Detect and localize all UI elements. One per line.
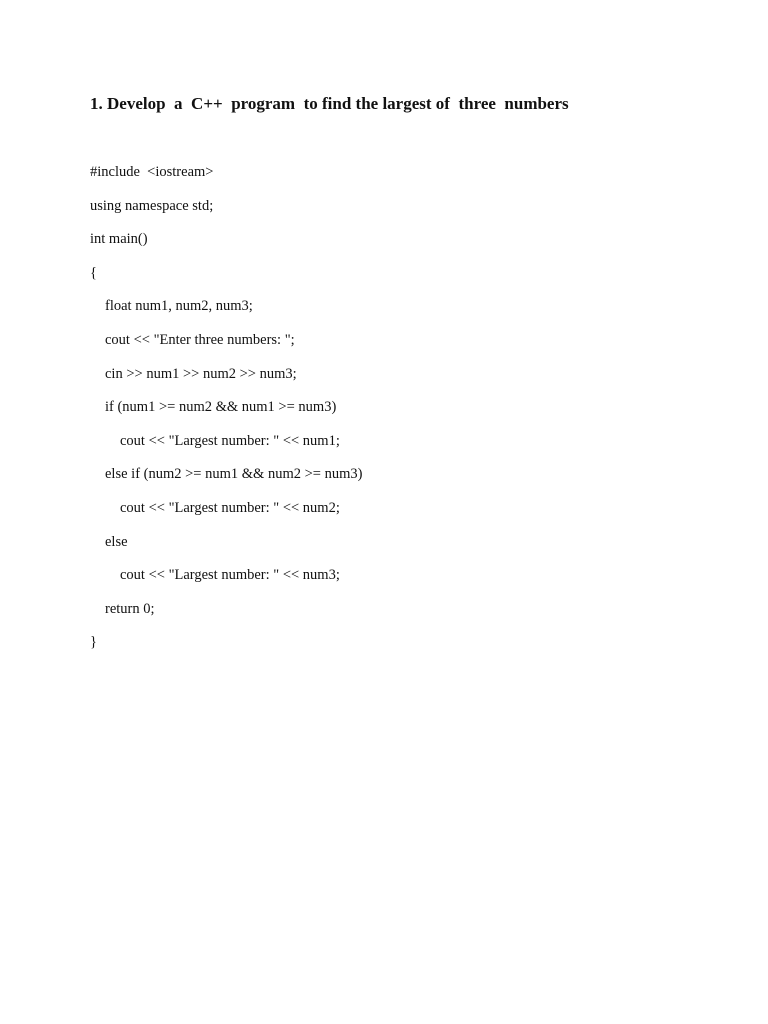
code-line: {: [90, 264, 97, 281]
code-line: return 0;: [105, 600, 155, 617]
code-line: #include <iostream>: [90, 164, 214, 180]
code-line: if (num1 >= num2 && num1 >= num3): [105, 399, 337, 416]
code-line: cout << "Largest number: " << num2;: [120, 499, 340, 516]
code-line: else: [105, 533, 128, 550]
exercise-heading: 1. Develop a C++ program to find the largest of three numbers: [90, 94, 569, 113]
code-line: cout << "Largest number: " << num1;: [120, 432, 340, 449]
code-line: cin >> num1 >> num2 >> num3;: [105, 365, 297, 382]
code-line: int main(): [90, 231, 148, 248]
code-line: cout << "Largest number: " << num3;: [120, 567, 340, 584]
code-block: [90, 160, 362, 664]
code-line: cout << "Enter three numbers: ";: [105, 331, 295, 348]
code-line: }: [90, 634, 97, 651]
code-line: float num1, num2, num3;: [105, 298, 253, 315]
code-line: else if (num2 >= num1 && num2 >= num3): [105, 466, 363, 483]
code-line: using namespace std;: [90, 197, 214, 214]
